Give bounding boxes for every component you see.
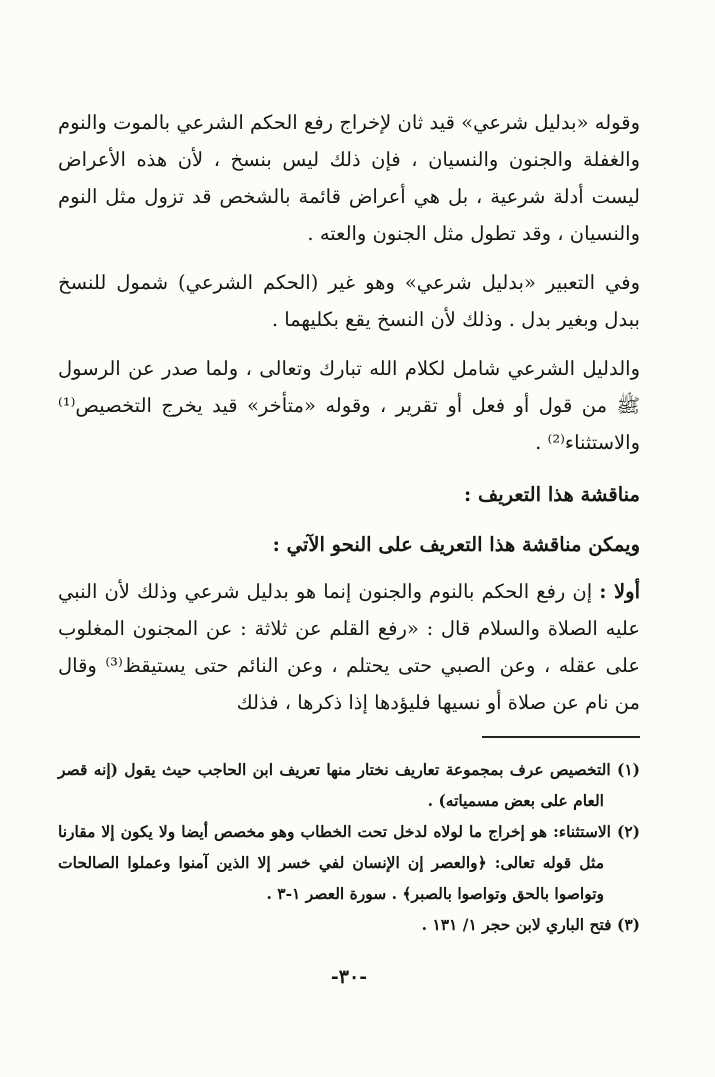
paragraph-2: وفي التعبير «بدليل شرعي» وهو غير (الحكم الشرعي) شمول للنسخ ببدل وبغير بدل . وذلك لأن النسخ يقع بكليهما .: [58, 271, 640, 331]
paragraph-1: وقوله «بدليل شرعي» قيد ثان لإخراج رفع الحكم الشرعي بالموت والنوم والغفلة والجنون والنسيان ، فإن ذلك ليس بنسخ ، لأن هذه الأعراض ليست أدلة شرعية ، بل هي أعراض قائمة بالشخص قد تزول مثل النوم والنسيان ، وقد تطول مثل الجنون والعته .: [58, 111, 640, 245]
footnote-3: (٣) فتح الباري لابن حجر ١/ ١٣١ .: [421, 915, 640, 934]
footnote-separator: [482, 736, 640, 738]
footnote-1: (١) التخصيص عرف بمجموعة تعاريف نختار منها تعريف ابن الحاجب حيث يقول (إنه قصر العام على بعض مسمياته) .: [58, 760, 640, 810]
footnotes: [58, 754, 640, 940]
page-number: -٣٠-: [330, 966, 368, 988]
footnote-2: (٢) الاستثناء: هو إخراج ما لولاه لدخل تحت الخطاب وهو مخصص أيضا ولا يكون إلا مقارنا مثل قوله تعالى: ﴿والعصر إن الإنسان لفي خسر إلا الذين آمنوا وعملوا الصالحات وتواصوا بالحق وتواصوا بالصبر﴾ . سورة العصر ١-٣ .: [58, 822, 640, 903]
point-1-text: إن رفع الحكم بالنوم والجنون إنما هو بدليل شرعي وذلك لأن النبي عليه الصلاة والسلام قال : «رفع القلم عن ثلاثة : عن المجنون المغلوب على عقله ، وعن الصبي حتى يحتلم ، وعن النائم حتى يستيقظ⁽³⁾ وقال من نام عن صلاة أو نسيها فليؤدها إذا ذكرها ، فذلك: [58, 580, 640, 714]
section-heading: مناقشة هذا التعريف :: [464, 483, 640, 506]
point-1: [58, 573, 640, 721]
document-page: [58, 104, 640, 1024]
paragraph-3: والدليل الشرعي شامل لكلام الله تبارك وتعالى ، ولما صدر عن الرسول ﷺ من قول أو فعل أو تقرير ، وقوله «متأخر» قيد يخرج التخصيص⁽¹⁾ والاستثناء⁽²⁾ .: [58, 357, 640, 454]
section-intro: ويمكن مناقشة هذا التعريف على النحو الآتي :: [272, 533, 640, 556]
point-1-label: أولا :: [599, 580, 640, 603]
